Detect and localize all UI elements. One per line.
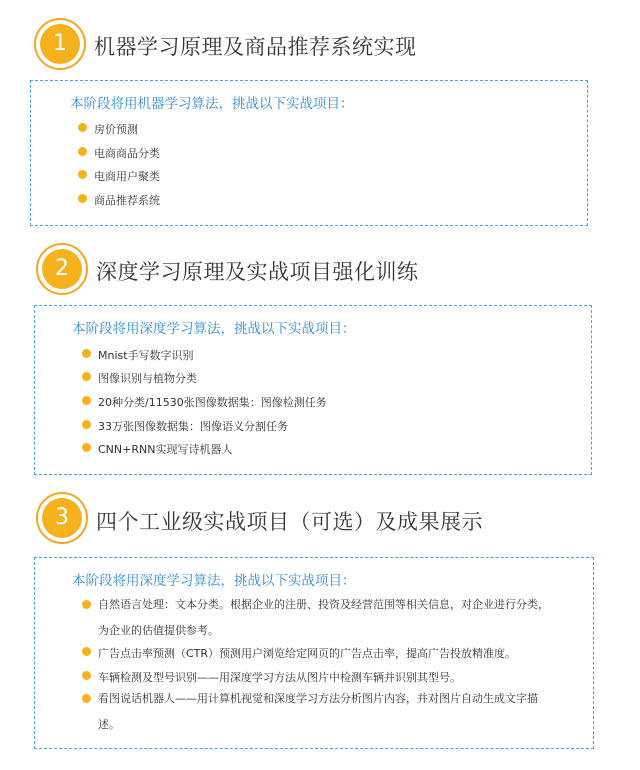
section-title: 深度学习原理及实战项目强化训练 bbox=[96, 260, 419, 284]
bullet-icon bbox=[82, 372, 91, 381]
bullet-icon bbox=[78, 194, 87, 203]
bullet-icon bbox=[82, 647, 91, 656]
bullet-icon bbox=[82, 396, 91, 405]
step-number: 3 bbox=[42, 498, 82, 538]
list-item-text: 20种分类/11530张图像数据集：图像检测任务 bbox=[98, 396, 327, 409]
bullet-icon bbox=[82, 671, 91, 680]
section-intro: 本阶段将用深度学习算法，挑战以下实战项目： bbox=[72, 321, 356, 337]
list-item-text: 电商商品分类 bbox=[94, 147, 160, 160]
bullet-icon bbox=[78, 147, 87, 156]
step-number-badge bbox=[36, 243, 88, 295]
list-item-text: 看图说话机器人——用计算机视觉和深度学习方法分析图片内容，并对图片自动生成文字描述。 bbox=[98, 692, 538, 731]
bullet-icon bbox=[82, 600, 91, 609]
list-item-text: 图像识别与植物分类 bbox=[98, 372, 197, 385]
section-intro: 本阶段将用机器学习算法，挑战以下实战项目： bbox=[70, 96, 354, 112]
list-item-text: 车辆检测及型号识别——用深度学习方法从图片中检测车辆并识别其型号。 bbox=[98, 671, 461, 684]
list-item-text: Mnist手写数字识别 bbox=[98, 349, 194, 362]
list-item-text: CNN+RNN实现写诗机器人 bbox=[98, 443, 233, 456]
bullet-icon bbox=[78, 123, 87, 132]
list-item-text: 商品推荐系统 bbox=[94, 194, 160, 207]
section-title: 四个工业级实战项目（可选）及成果展示 bbox=[96, 510, 483, 534]
list-item-text: 电商用户聚类 bbox=[94, 170, 160, 183]
list-item-text: 广告点击率预测（CTR）预测用户浏览给定网页的广告点击率，提高广告投放精准度。 bbox=[98, 647, 517, 660]
step-number: 2 bbox=[42, 249, 82, 289]
list-item-text: 房价预测 bbox=[94, 123, 138, 136]
step-number: 1 bbox=[40, 24, 80, 64]
bullet-icon bbox=[82, 420, 91, 429]
bullet-icon bbox=[78, 170, 87, 179]
step-number-badge bbox=[34, 18, 86, 70]
step-number-badge bbox=[36, 492, 88, 544]
bullet-icon bbox=[82, 694, 91, 703]
section-title: 机器学习原理及商品推荐系统实现 bbox=[94, 35, 417, 59]
list-item-text: 自然语言处理：文本分类。根据企业的注册、投资及经营范围等相关信息，对企业进行分类，为企业的估值提供参考。 bbox=[98, 598, 549, 637]
section-intro: 本阶段将用深度学习算法，挑战以下实战项目： bbox=[72, 573, 356, 589]
bullet-icon bbox=[82, 349, 91, 358]
list-item-text: 33万张图像数据集：图像语义分割任务 bbox=[98, 420, 288, 433]
bullet-icon bbox=[82, 443, 91, 452]
